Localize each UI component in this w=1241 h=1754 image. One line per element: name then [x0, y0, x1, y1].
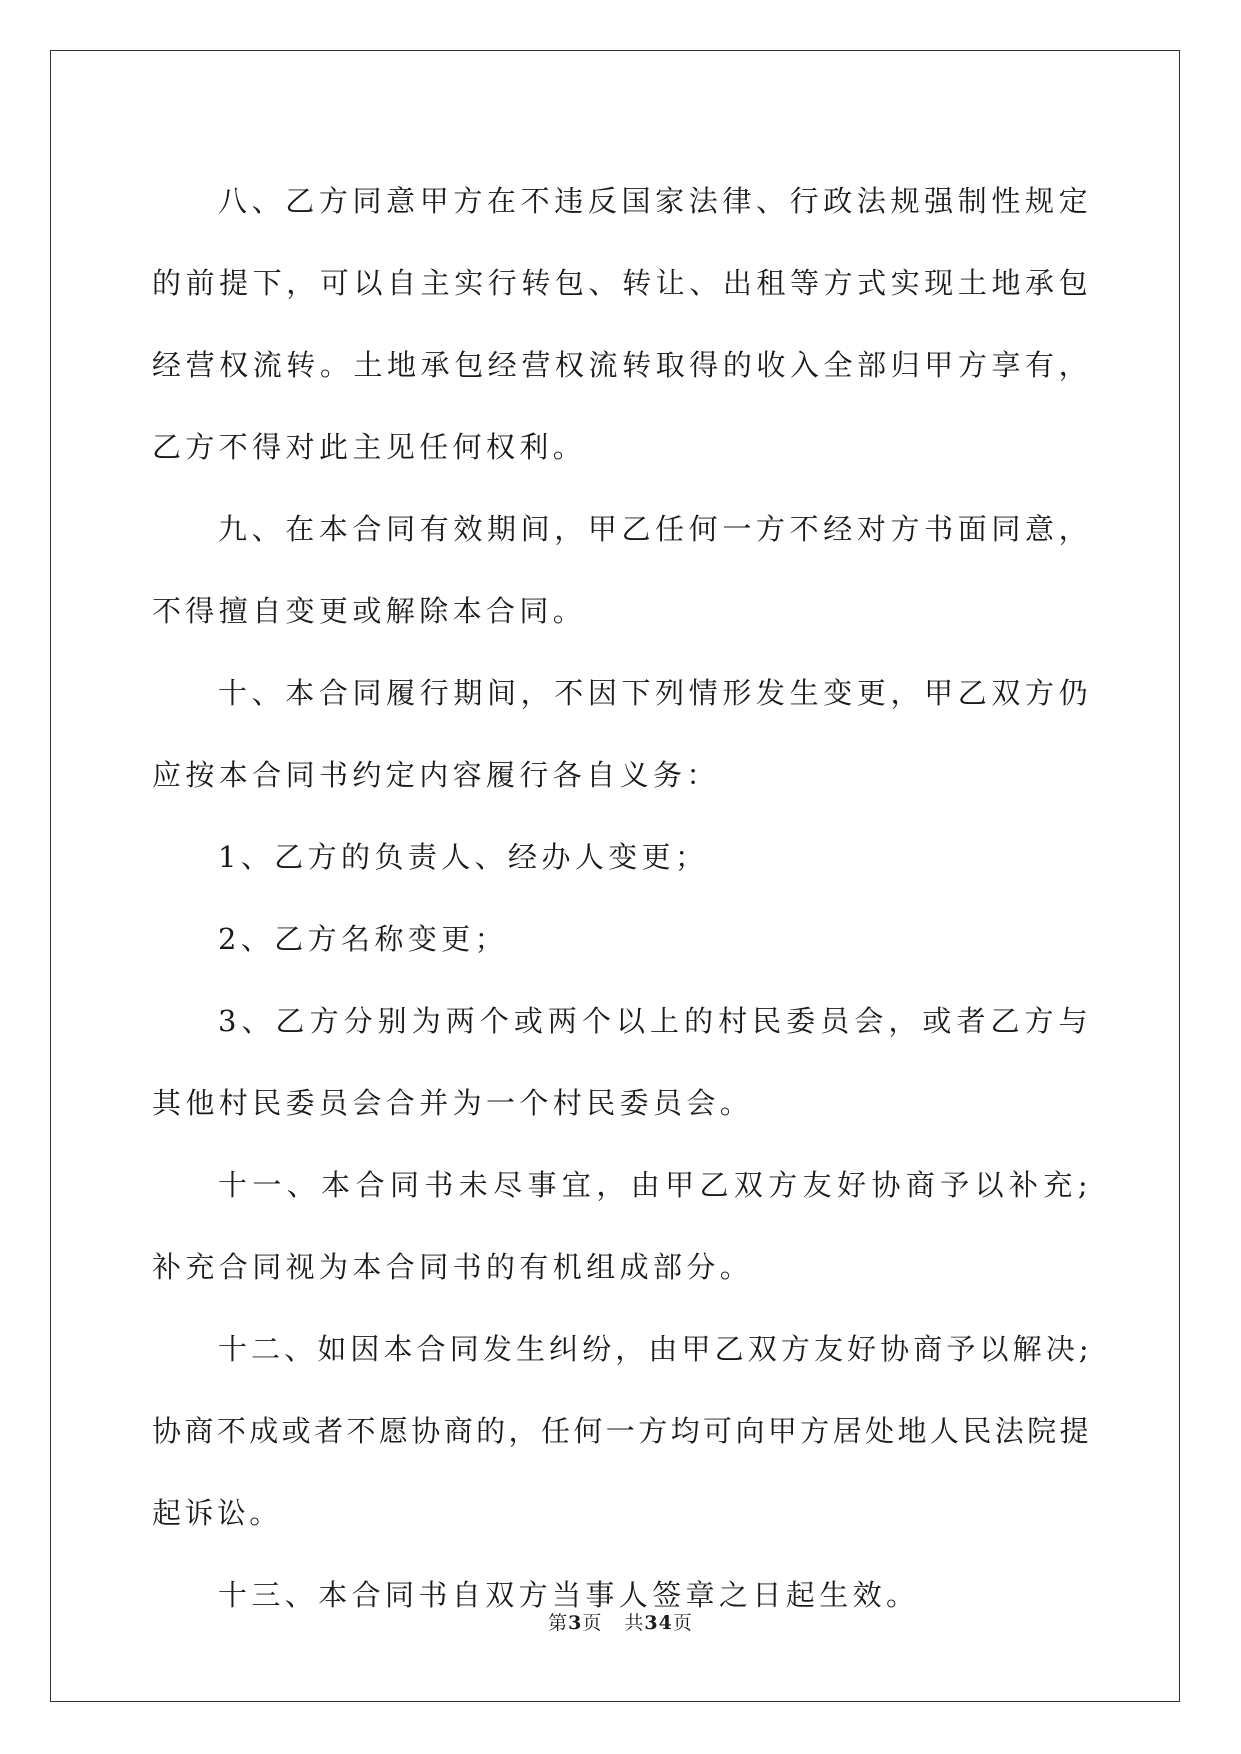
paragraph-12: 十二、如因本合同发生纠纷，由甲乙双方友好协商予以解决;协商不成或者不愿协商的，任何一方均可向甲方居处地人民法院提起诉讼。: [152, 1332, 1092, 1530]
total-pages-number: 34: [644, 1612, 673, 1634]
list-item-1: 1、乙方的负责人、经办人变更；: [218, 840, 709, 874]
footer-prefix: 第: [548, 1612, 569, 1634]
document-body: [152, 160, 1092, 1636]
paragraph-9: 九、在本合同有效期间，甲乙任何一方不经对方书面同意，不得擅自变更或解除本合同。: [152, 512, 1092, 628]
page-footer: [0, 1608, 1241, 1635]
paragraph-11: 十一、本合同书未尽事宜，由甲乙双方友好协商予以补充;补充合同视为本合同书的有机组成部分。: [152, 1168, 1092, 1284]
list-item-2: 2、乙方名称变更；: [218, 922, 509, 956]
paragraph-10: 十、本合同履行期间，不因下列情形发生变更，甲乙双方仍应按本合同书约定内容履行各自义务：: [152, 676, 1092, 792]
footer-total-suffix: 页: [672, 1612, 693, 1634]
list-item-3: 3、乙方分别为两个或两个以上的村民委员会，或者乙方与其他村民委员会合并为一个村民委员会。: [152, 1004, 1092, 1120]
footer-total-prefix: 共: [624, 1612, 645, 1634]
footer-page-suffix: 页: [582, 1612, 603, 1634]
paragraph-8: 八、乙方同意甲方在不违反国家法律、行政法规强制性规定的前提下，可以自主实行转包、转让、出租等方式实现土地承包经营权流转。土地承包经营权流转取得的收入全部归甲方享有，乙方不得对此主见任何权利。: [152, 184, 1092, 464]
current-page-number: 3: [568, 1612, 583, 1634]
paragraph-13: 十三、本合同书自双方当事人签章之日起生效。: [218, 1578, 920, 1612]
